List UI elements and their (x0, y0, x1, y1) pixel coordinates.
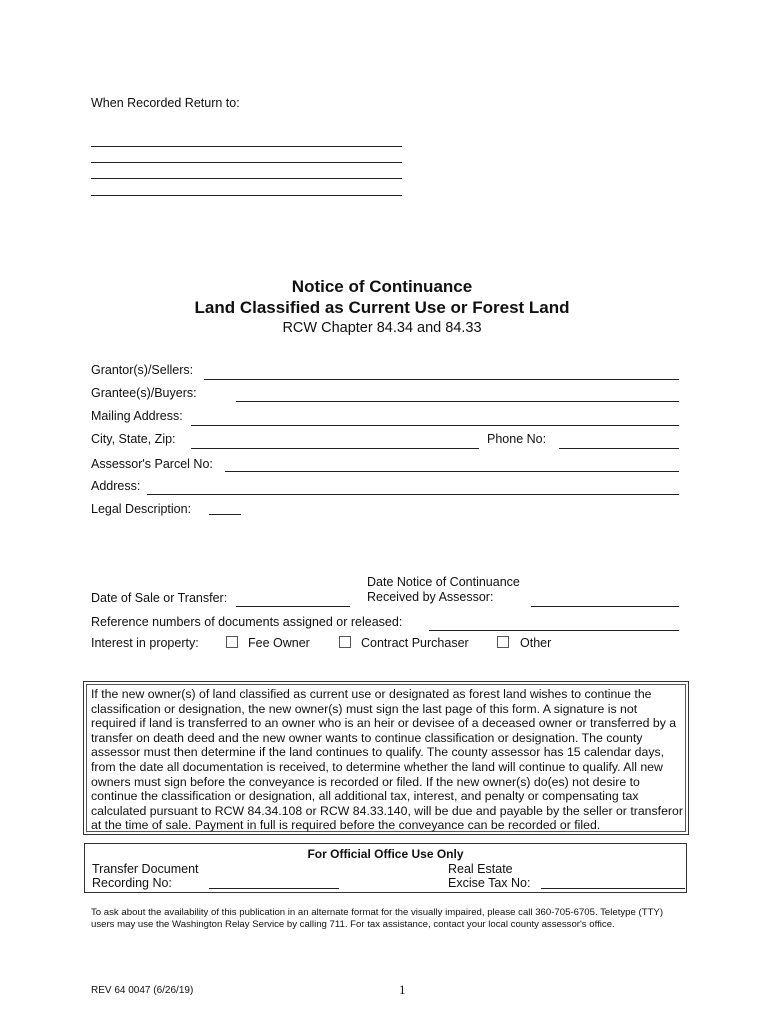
notice-text: If the new owner(s) of land classified as current use or designated as forest land wishes to continue the classification or designation, the new owner(s) must sign the last page of this form. A signature is not required if land is transferred to an owner who is an heir or devisee of a deceased owner or transferred by a transfer on death deed and the new owner wants to continue classification or designation. The county assessor must then determine if the land continues to qualify. The county assessor has 15 calendar days, from the date all documentation is received, to determine whether the land will continue to qualify. All new owners must sign before the conveyance is recorded or filed. If the new owner(s) do(es) not desire to continue the classification or designation, all additional tax, interest, and penalty or compensating tax calculated pursuant to RCW 84.34.108 or RCW 84.33.140, will be due and payable by the seller or transferor at the time of sale. Payment in full is required before the conveyance can be recorded or filed. (91, 687, 683, 833)
return-label: When Recorded Return to: (91, 96, 240, 110)
excise-label-line2: Excise Tax No: (448, 876, 531, 890)
reference-numbers-field[interactable] (429, 630, 679, 631)
page-number: 1 (399, 982, 406, 997)
city-label: City, State, Zip: (91, 432, 176, 446)
contract-purchaser-checkbox[interactable] (339, 636, 351, 648)
return-address-line-1[interactable] (91, 146, 402, 147)
transfer-recording-field[interactable] (209, 888, 339, 889)
grantee-label: Grantee(s)/Buyers: (91, 386, 197, 400)
phone-field[interactable] (559, 448, 679, 449)
date-notice-field[interactable] (531, 606, 679, 607)
accessibility-note: To ask about the availability of this publication in an alternate format for the visually impaired, please call 360-705-6705. Teletype (TTY) users may use the Washington Relay Service by calling 711. For tax assistance, contact your local county assessor's office. (91, 907, 664, 931)
official-use-heading: For Official Office Use Only (307, 847, 464, 861)
address-label: Address: (91, 479, 141, 493)
date-notice-label-line2: Received by Assessor: (367, 590, 494, 604)
grantor-label: Grantor(s)/Sellers: (91, 363, 194, 377)
form-subtitle: Land Classified as Current Use or Forest Land (194, 298, 570, 317)
notice-box (83, 681, 689, 835)
form-statute: RCW Chapter 84.34 and 84.33 (282, 320, 482, 336)
contract-purchaser-label: Contract Purchaser (361, 636, 469, 650)
excise-tax-field[interactable] (541, 888, 685, 889)
legal-description-label: Legal Description: (91, 502, 192, 516)
transfer-doc-label-line1: Transfer Document (92, 862, 199, 876)
mailing-address-field[interactable] (191, 425, 679, 426)
form-title: Notice of Continuance (291, 277, 473, 296)
return-address-line-3[interactable] (91, 178, 402, 179)
city-state-zip-field[interactable] (191, 448, 479, 449)
date-sale-label: Date of Sale or Transfer: (91, 591, 228, 605)
transfer-doc-label-line2: Recording No: (92, 876, 172, 890)
legal-description-field[interactable] (209, 514, 241, 515)
date-notice-label-line1: Date Notice of Continuance (367, 575, 520, 589)
fee-owner-checkbox[interactable] (226, 636, 238, 648)
address-field[interactable] (147, 494, 679, 495)
phone-label: Phone No: (487, 432, 547, 446)
parcel-label: Assessor's Parcel No: (91, 457, 213, 471)
return-address-line-2[interactable] (91, 162, 402, 163)
return-address-line-4[interactable] (91, 195, 402, 196)
grantee-field[interactable] (236, 401, 679, 402)
mailing-label: Mailing Address: (91, 409, 183, 423)
excise-label-line1: Real Estate (448, 862, 513, 876)
form-number: REV 64 0047 (6/26/19) (91, 985, 194, 996)
fee-owner-label: Fee Owner (248, 636, 310, 650)
other-checkbox[interactable] (497, 636, 509, 648)
interest-label: Interest in property: (91, 636, 199, 650)
other-label: Other (520, 636, 552, 650)
parcel-number-field[interactable] (225, 471, 679, 472)
reference-label: Reference numbers of documents assigned or released: (91, 615, 403, 629)
official-use-box (84, 843, 687, 893)
grantor-field[interactable] (204, 379, 679, 380)
date-sale-field[interactable] (236, 606, 350, 607)
